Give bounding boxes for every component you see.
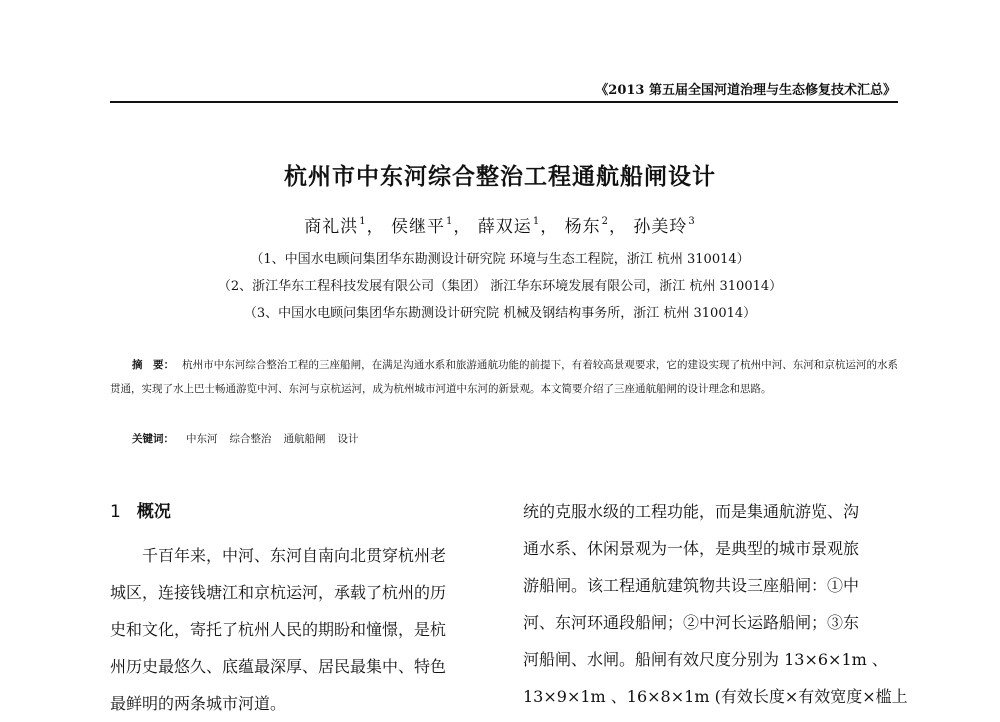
- keyword: 综合整治: [229, 433, 272, 445]
- body-line: 城区，连接钱塘江和京杭运河，承载了杭州的历: [110, 583, 447, 602]
- author: 侯继平$^1$: [391, 216, 454, 237]
- affiliation-2: （2、浙江华东工程科技发展有限公司（集团） 浙江华东环境发展有限公司，浙江 杭州 310014）: [217, 279, 783, 294]
- abstract: [110, 353, 898, 401]
- body-line: 统的克服水级的工程功能，而是集通航游览、沟: [523, 502, 860, 521]
- author: 商礼洪$^1$: [304, 216, 367, 237]
- keyword: 通航船闸: [283, 433, 326, 445]
- body-line: 千百年来，中河、东河自南向北贯穿杭州老: [110, 546, 447, 565]
- left-column: [110, 537, 490, 722]
- body-line: 游船闸。该工程通航建筑物共设三座船闸：①中: [523, 576, 860, 595]
- body-line: 13×9×1m 、16×8×1m (有效长度×有效宽度×槛上: [523, 687, 908, 706]
- keywords: [132, 431, 359, 446]
- author-list: 商礼洪$^1$， 侯继平$^1$， 薛双运$^1$， 杨东$^2$， 孙美玲$^3$: [304, 216, 696, 237]
- body-line: 州历史最悠久、底蕴最深厚、居民最集中、特色: [110, 657, 447, 676]
- affiliation-1: （1、中国水电顾问集团华东勘测设计研究院 环境与生态工程院，浙江 杭州 310014）: [250, 252, 750, 267]
- body-line: 河船闸、水闸。船闸有效尺度分别为 13×6×1m 、: [523, 650, 888, 669]
- abstract-text: 杭州市中东河综合整治工程的三座船闸，在满足沟通水系和旅游通航功能的前提下，有着较高景观要求，它的建设实现了杭州中河、东河和京杭运河的水系贯通，实现了水上巴士畅通游览中河、东河与京杭运河，成为杭州城市河道中东河的新景观。本文简要介绍了三座通航船闸的设计理念和思路。: [110, 359, 899, 395]
- author: 孙美玲$^3$: [633, 216, 696, 237]
- section-heading: [110, 497, 171, 522]
- body-line: 通水系、休闲景观为一体，是典型的城市景观旅: [523, 539, 860, 558]
- author: 薛双运$^1$: [477, 216, 541, 237]
- affiliation-3: （3、中国水电顾问集团华东勘测设计研究院 机械及钢结构事务所，浙江 杭州 310014）: [243, 306, 757, 321]
- paper-title: 杭州市中东河综合整治工程通航船闸设计: [284, 164, 716, 190]
- body-line: 最鲜明的两条城市河道。: [110, 694, 287, 713]
- section-title: 概况: [136, 502, 171, 522]
- keywords-label: 关键词：: [132, 433, 174, 445]
- body-line: 河、东河环通段船闸；②中河长运路船闸；③东: [523, 613, 860, 632]
- header-rule: [110, 101, 898, 103]
- keyword: 设计: [337, 433, 359, 445]
- author: 杨东$^2$: [564, 216, 609, 237]
- body-line: 史和文化，寄托了杭州人民的期盼和憧憬，是杭: [110, 620, 447, 639]
- right-column: [523, 493, 908, 715]
- keyword: 中东河: [186, 433, 218, 445]
- abstract-label: 摘 要：: [132, 359, 175, 371]
- section-number: 1: [110, 502, 121, 522]
- journal-name: 《2013 第五届全国河道治理与生态修复技术汇总》: [595, 83, 896, 98]
